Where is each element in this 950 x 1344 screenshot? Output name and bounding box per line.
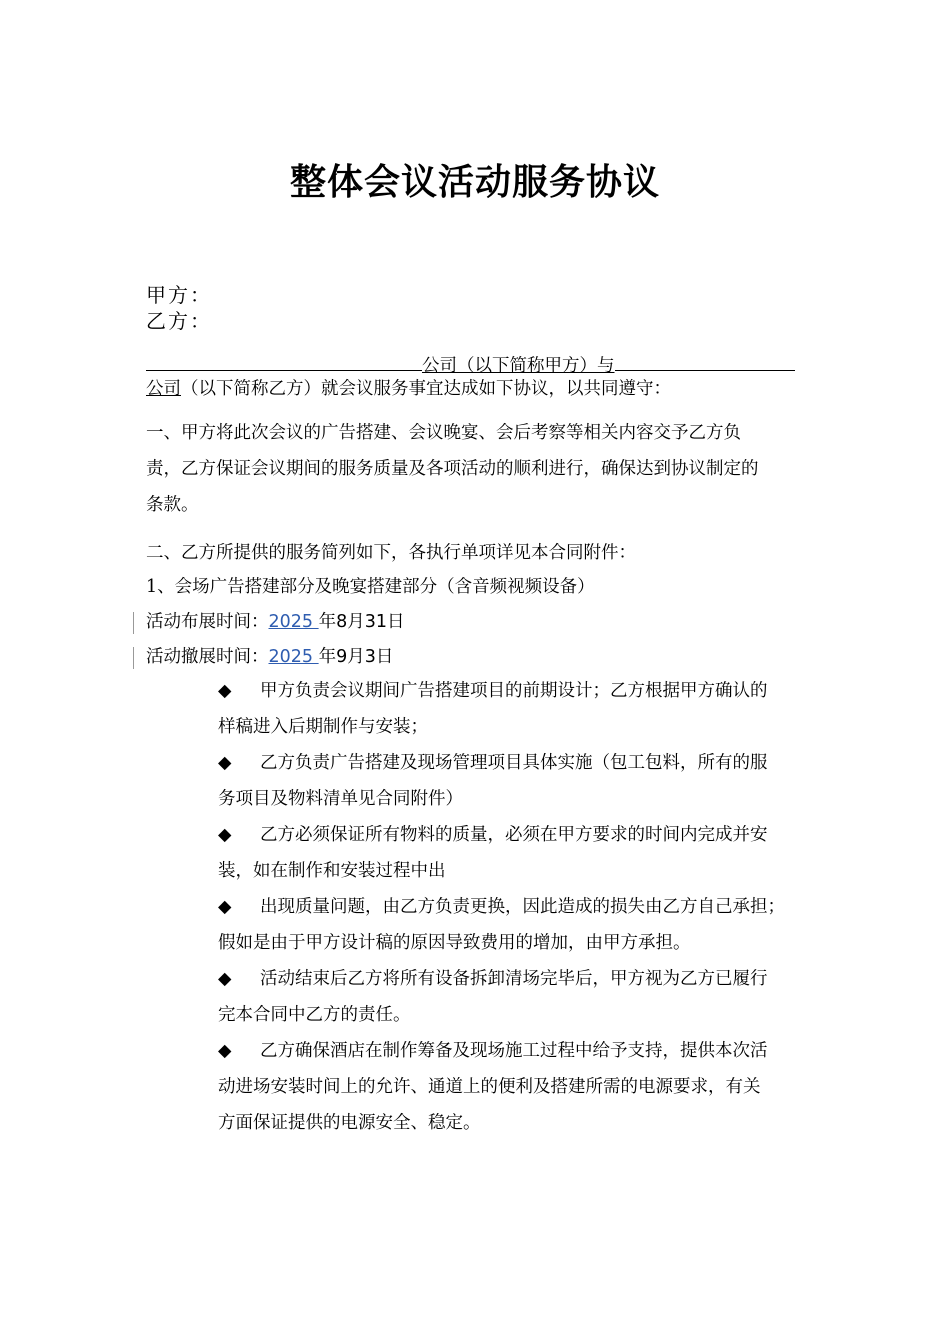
teardown-year-unit: 年 bbox=[318, 647, 337, 667]
intro-company-b: 公司 bbox=[146, 379, 181, 399]
revision-bar bbox=[133, 612, 134, 634]
intro-line-2 bbox=[146, 376, 671, 402]
clause1-line3: 条款。 bbox=[146, 495, 199, 515]
teardown-month: 9 bbox=[336, 647, 348, 667]
setup-month: 8 bbox=[336, 612, 348, 632]
bullet-text: 乙方负责广告搭建及现场管理项目具体实施（包工包料，所有的服 bbox=[260, 753, 768, 773]
setup-day: 31 bbox=[364, 612, 388, 632]
bullet-item-1 bbox=[218, 678, 768, 704]
bullet-item-6-cont: 动进场安装时间上的允许、通道上的便利及搭建所需的电源要求，有关 bbox=[218, 1077, 761, 1097]
diamond-bullet-icon: ◆ bbox=[218, 681, 232, 701]
diamond-bullet-icon: ◆ bbox=[218, 753, 232, 773]
bullet-item-3 bbox=[218, 822, 768, 848]
setup-year: 2025 bbox=[268, 612, 319, 632]
bullet-item-6-cont2: 方面保证提供的电源安全、稳定。 bbox=[218, 1113, 481, 1133]
intro-line-1 bbox=[146, 348, 795, 379]
diamond-bullet-icon: ◆ bbox=[218, 969, 232, 989]
bullet-item-1-cont: 样稿进入后期制作与安装； bbox=[218, 717, 428, 737]
clause2-item1: 1、会场广告搭建部分及晚宴搭建部分（含音频视频设备） bbox=[146, 577, 595, 597]
diamond-bullet-icon: ◆ bbox=[218, 825, 232, 845]
bullet-item-4 bbox=[218, 894, 785, 920]
bullet-item-4-cont: 假如是由于甲方设计稿的原因导致费用的增加，由甲方承担。 bbox=[218, 933, 691, 953]
setup-time-label: 活动布展时间： bbox=[146, 612, 269, 632]
intro-text: （以下简称乙方）就会议服务事宜达成如下协议，以共同遵守： bbox=[181, 379, 671, 399]
setup-time-line bbox=[146, 609, 405, 635]
clause1-line2: 责，乙方保证会议期间的服务质量及各项活动的顺利进行，确保达到协议制定的 bbox=[146, 459, 759, 479]
bullet-text: 出现质量问题，由乙方负责更换，因此造成的损失由乙方自己承担； bbox=[260, 897, 785, 917]
bullet-text: 乙方确保酒店在制作筹备及现场施工过程中给予支持，提供本次活 bbox=[260, 1041, 768, 1061]
revision-bar bbox=[133, 647, 134, 669]
party-b-blank bbox=[615, 348, 795, 371]
setup-year-unit: 年 bbox=[318, 612, 337, 632]
teardown-time-label: 活动撤展时间： bbox=[146, 647, 269, 667]
teardown-month-unit: 月 bbox=[347, 647, 365, 667]
bullet-item-2-cont: 务项目及物料清单见合同附件） bbox=[218, 789, 463, 809]
bullet-text: 乙方必须保证所有物料的质量，必须在甲方要求的时间内完成并安 bbox=[260, 825, 768, 845]
bullet-item-2 bbox=[218, 750, 768, 776]
bullet-text: 甲方负责会议期间广告搭建项目的前期设计；乙方根据甲方确认的 bbox=[260, 681, 768, 701]
bullet-item-3-cont: 装，如在制作和安装过程中出 bbox=[218, 861, 446, 881]
teardown-day-unit: 日 bbox=[375, 647, 394, 667]
teardown-day: 3 bbox=[364, 647, 376, 667]
intro-company-a: 公司（以下简称甲方）与 bbox=[422, 356, 615, 376]
diamond-bullet-icon: ◆ bbox=[218, 1041, 232, 1061]
party-b-label: 乙方： bbox=[146, 309, 212, 333]
bullet-item-5-cont: 完本合同中乙方的责任。 bbox=[218, 1005, 411, 1025]
teardown-year: 2025 bbox=[268, 647, 319, 667]
bullet-text: 活动结束后乙方将所有设备拆卸清场完毕后，甲方视为乙方已履行 bbox=[260, 969, 768, 989]
setup-day-unit: 日 bbox=[387, 612, 405, 632]
setup-month-unit: 月 bbox=[347, 612, 365, 632]
bullet-item-6 bbox=[218, 1038, 768, 1064]
clause1-line1: 一、甲方将此次会议的广告搭建、会议晚宴、会后考察等相关内容交予乙方负 bbox=[146, 423, 741, 443]
clause2-heading: 二、乙方所提供的服务简列如下，各执行单项详见本合同附件： bbox=[146, 543, 636, 563]
bullet-item-5 bbox=[218, 966, 768, 992]
party-a-blank bbox=[146, 348, 422, 371]
diamond-bullet-icon: ◆ bbox=[218, 897, 232, 917]
document-title: 整体会议活动服务协议 bbox=[289, 162, 660, 203]
teardown-time-line bbox=[146, 644, 393, 670]
party-a-label: 甲方： bbox=[146, 283, 212, 307]
